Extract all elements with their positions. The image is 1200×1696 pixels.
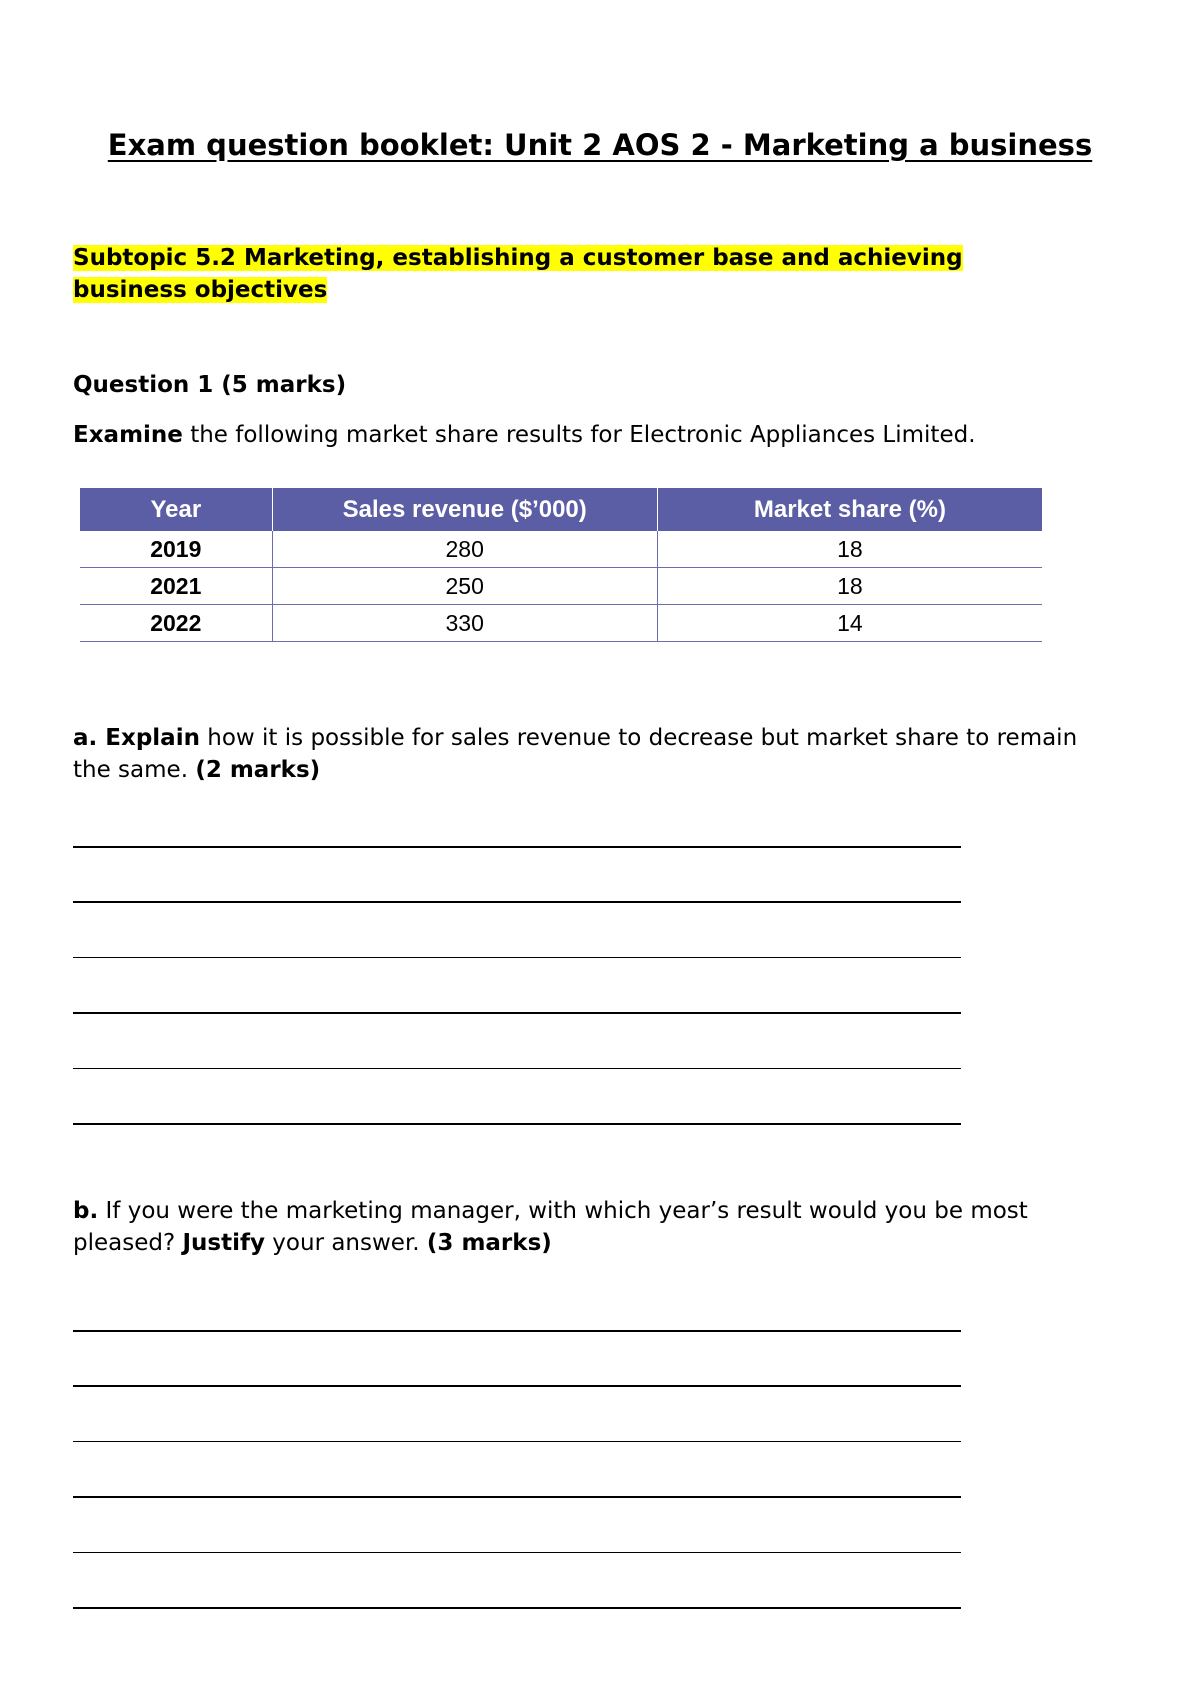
answer-line: [73, 1385, 961, 1387]
answer-line: [73, 1441, 961, 1443]
part-b-question: [73, 1195, 1113, 1259]
header-year: Year: [80, 488, 272, 531]
answer-line: [73, 1330, 961, 1332]
answer-line: [73, 1607, 961, 1609]
part-b-text-1: If you were the marketing manager, with which year’s result would you be most pleased?: [73, 1198, 1028, 1256]
instruction-text: the following market share results for Electronic Appliances Limited.: [182, 422, 976, 448]
cell-sales-revenue: 250: [272, 568, 657, 605]
answer-line: [73, 1496, 961, 1498]
part-b-marks: (3 marks): [426, 1230, 552, 1256]
answer-line: [73, 846, 961, 848]
part-a-text: how it is possible for sales revenue to decrease but market share to remain the same.: [73, 725, 1078, 783]
answer-line: [73, 1552, 961, 1554]
cell-market-share: 14: [657, 605, 1042, 642]
part-b-verb: Justify: [182, 1230, 265, 1256]
part-b-letter: b.: [73, 1198, 99, 1224]
cell-year: 2019: [80, 531, 272, 568]
answer-line: [73, 1012, 961, 1014]
part-b-answer-area[interactable]: [73, 1330, 961, 1609]
cell-year: 2021: [80, 568, 272, 605]
answer-line: [73, 1068, 961, 1070]
part-a-verb: Explain: [97, 725, 200, 751]
question-instruction: [73, 422, 976, 448]
table-header-row: [80, 488, 1042, 531]
cell-sales-revenue: 280: [272, 531, 657, 568]
cell-year: 2022: [80, 605, 272, 642]
subtopic-highlight: Subtopic 5.2 Marketing, establishing a customer base and achieving business objectives: [73, 245, 963, 303]
cell-market-share: 18: [657, 568, 1042, 605]
instruction-verb: Examine: [73, 422, 183, 448]
table-row: [80, 605, 1042, 642]
part-a-answer-area[interactable]: [73, 846, 961, 1125]
part-a-question: [73, 722, 1113, 786]
subtopic-heading: [73, 242, 1053, 306]
answer-line: [73, 957, 961, 959]
page-title: Exam question booklet: Unit 2 AOS 2 - Marketing a business: [107, 128, 1093, 162]
part-b-text-2: your answer.: [265, 1230, 427, 1256]
part-a-marks: (2 marks): [195, 757, 321, 783]
answer-line: [73, 901, 961, 903]
part-a-letter: a.: [73, 725, 98, 751]
header-market-share: Market share (%): [657, 488, 1042, 531]
question-heading: Question 1 (5 marks): [73, 372, 347, 398]
table-row: [80, 531, 1042, 568]
answer-line: [73, 1123, 961, 1125]
cell-market-share: 18: [657, 531, 1042, 568]
table-row: [80, 568, 1042, 605]
header-sales-revenue: Sales revenue ($’000): [272, 488, 657, 531]
cell-sales-revenue: 330: [272, 605, 657, 642]
market-share-table: [80, 488, 1042, 642]
